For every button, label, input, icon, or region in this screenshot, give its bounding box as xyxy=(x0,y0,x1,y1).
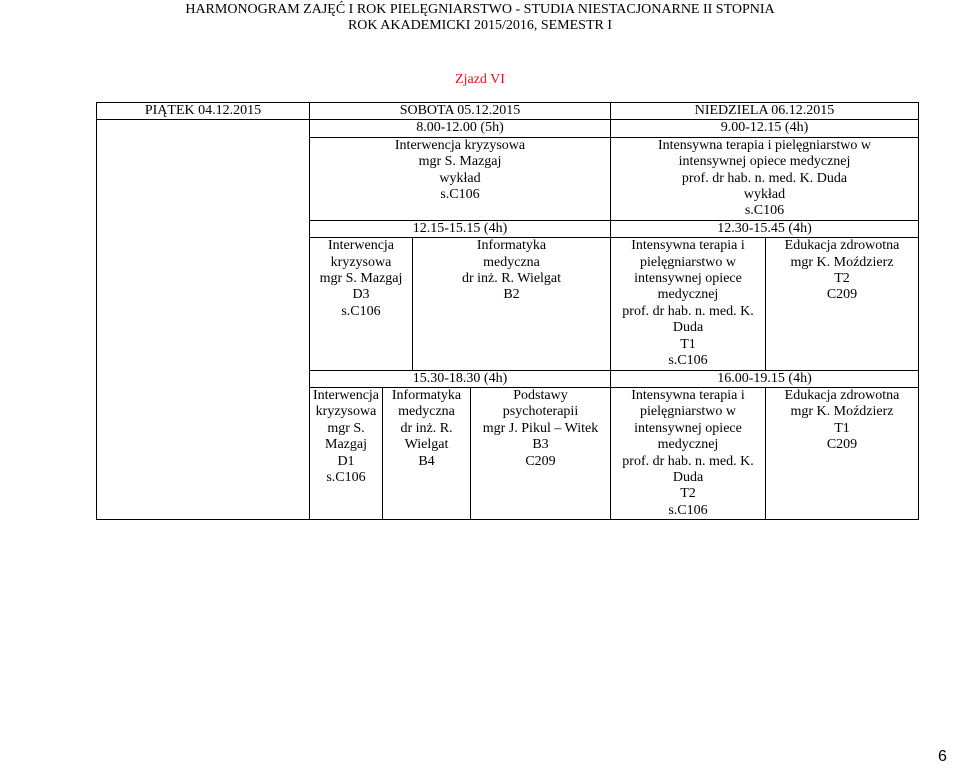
saturday-slot2-time: 12.15-15.15 (4h) xyxy=(310,220,611,237)
saturday-slot3-time: 15.30-18.30 (4h) xyxy=(310,370,611,387)
day-header-saturday: SOBOTA 05.12.2015 xyxy=(310,103,611,120)
saturday-slot3-class-c: Podstawy psychoterapii mgr J. Pikul – Witek B3 C209 xyxy=(471,387,611,519)
sunday-slot3-time: 16.00-19.15 (4h) xyxy=(611,370,919,387)
schedule-table xyxy=(96,102,919,520)
saturday-slot2-class-a: Interwencja kryzysowa mgr S. Mazgaj D3 s.C106 xyxy=(310,238,413,370)
day-header-sunday: NIEDZIELA 06.12.2015 xyxy=(611,103,919,120)
page-number: 6 xyxy=(938,748,947,765)
sunday-slot3-class-a: Intensywna terapia i pielęgniarstwo w intensywnej opiece medycznej prof. dr hab. n. med. K. Duda T2 s.C106 xyxy=(611,387,766,519)
sunday-slot3-class-b: Edukacja zdrowotna mgr K. Moździerz T1 C209 xyxy=(766,387,919,519)
sunday-slot1-class: Intensywna terapia i pielęgniarstwo w intensywnej opiece medycznej prof. dr hab. n. med. K. Duda wykład s.C106 xyxy=(611,137,919,220)
saturday-slot1-time: 8.00-12.00 (5h) xyxy=(310,120,611,137)
saturday-slot3-class-b: Informatyka medyczna dr inż. R. Wielgat B4 xyxy=(383,387,471,519)
saturday-slot1-class: Interwencja kryzysowa mgr S. Mazgaj wykład s.C106 xyxy=(310,137,611,220)
day-header-friday: PIĄTEK 04.12.2015 xyxy=(97,103,310,120)
zjazd-label: Zjazd VI xyxy=(455,72,505,87)
friday-empty-cell xyxy=(97,120,310,520)
sunday-slot1-time: 9.00-12.15 (4h) xyxy=(611,120,919,137)
sunday-slot2-class-b: Edukacja zdrowotna mgr K. Moździerz T2 C209 xyxy=(766,238,919,370)
saturday-slot3-class-a: Interwencja kryzysowa mgr S. Mazgaj D1 s.C106 xyxy=(310,387,383,519)
academic-year: ROK AKADEMICKI 2015/2016, SEMESTR I xyxy=(347,18,613,33)
schedule-title: HARMONOGRAM ZAJĘĆ I ROK PIELĘGNIARSTWO - STUDIA NIESTACJONARNE II STOPNIA xyxy=(185,2,775,17)
sunday-slot2-time: 12.30-15.45 (4h) xyxy=(611,220,919,237)
saturday-slot2-class-b: Informatyka medyczna dr inż. R. Wielgat B2 xyxy=(413,238,611,370)
sunday-slot2-class-a: Intensywna terapia i pielęgniarstwo w intensywnej opiece medycznej prof. dr hab. n. med. K. Duda T1 s.C106 xyxy=(611,238,766,370)
